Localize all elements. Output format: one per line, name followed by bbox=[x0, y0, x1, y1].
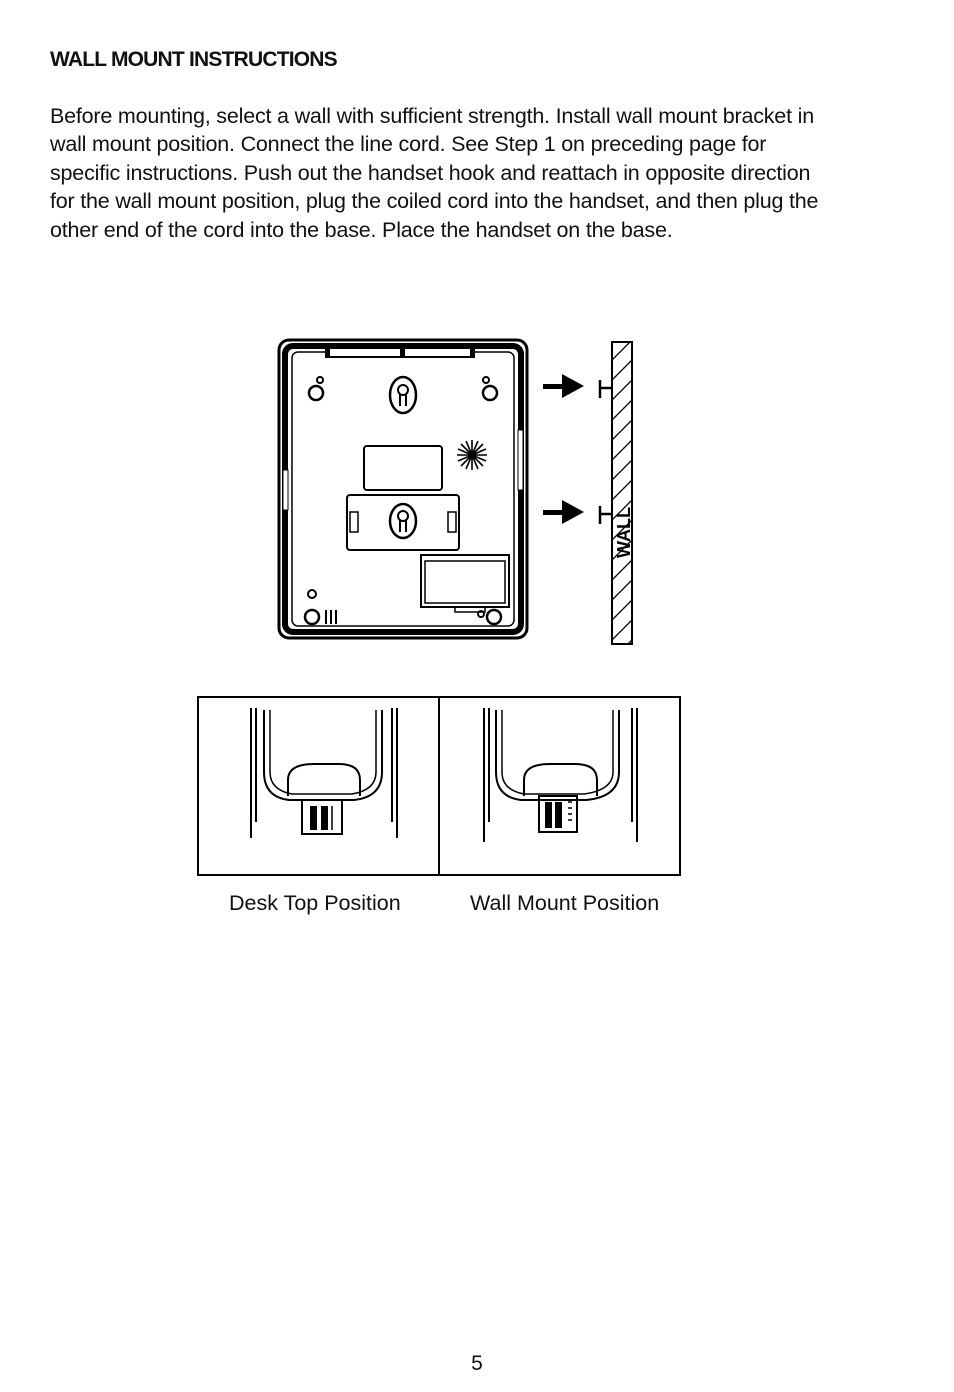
wall-mount-hook bbox=[484, 708, 637, 842]
paragraph-line: specific instructions. Push out the handset hook and reattach in opposite direction bbox=[50, 160, 811, 185]
desk-top-hook bbox=[251, 708, 397, 838]
wall-mount-diagram bbox=[270, 330, 650, 652]
wall-hatch bbox=[612, 340, 632, 652]
caption-wall-mount: Wall Mount Position bbox=[470, 891, 660, 915]
paragraph-line: Before mounting, select a wall with sufficient strength. Install wall mount bracket in bbox=[50, 104, 814, 128]
page-heading: WALL MOUNT INSTRUCTIONS bbox=[50, 48, 337, 71]
wall-label: WALL bbox=[614, 507, 634, 558]
instructions-paragraph bbox=[50, 102, 900, 244]
hook-position-diagram bbox=[194, 692, 684, 882]
phone-base-back bbox=[279, 340, 527, 638]
caption-desk-top: Desk Top Position bbox=[229, 891, 401, 915]
arrow-icon bbox=[543, 374, 612, 398]
arrow-icon bbox=[543, 500, 612, 524]
speaker-grille bbox=[457, 440, 487, 470]
paragraph-line: other end of the cord into the base. Place the handset on the base. bbox=[50, 217, 673, 242]
paragraph-line: wall mount position. Connect the line cord. See Step 1 on preceding page for bbox=[50, 132, 767, 157]
paragraph-line: for the wall mount position, plug the coiled cord into the handset, and then plug the bbox=[50, 189, 819, 214]
page-number: 5 bbox=[471, 1352, 483, 1375]
